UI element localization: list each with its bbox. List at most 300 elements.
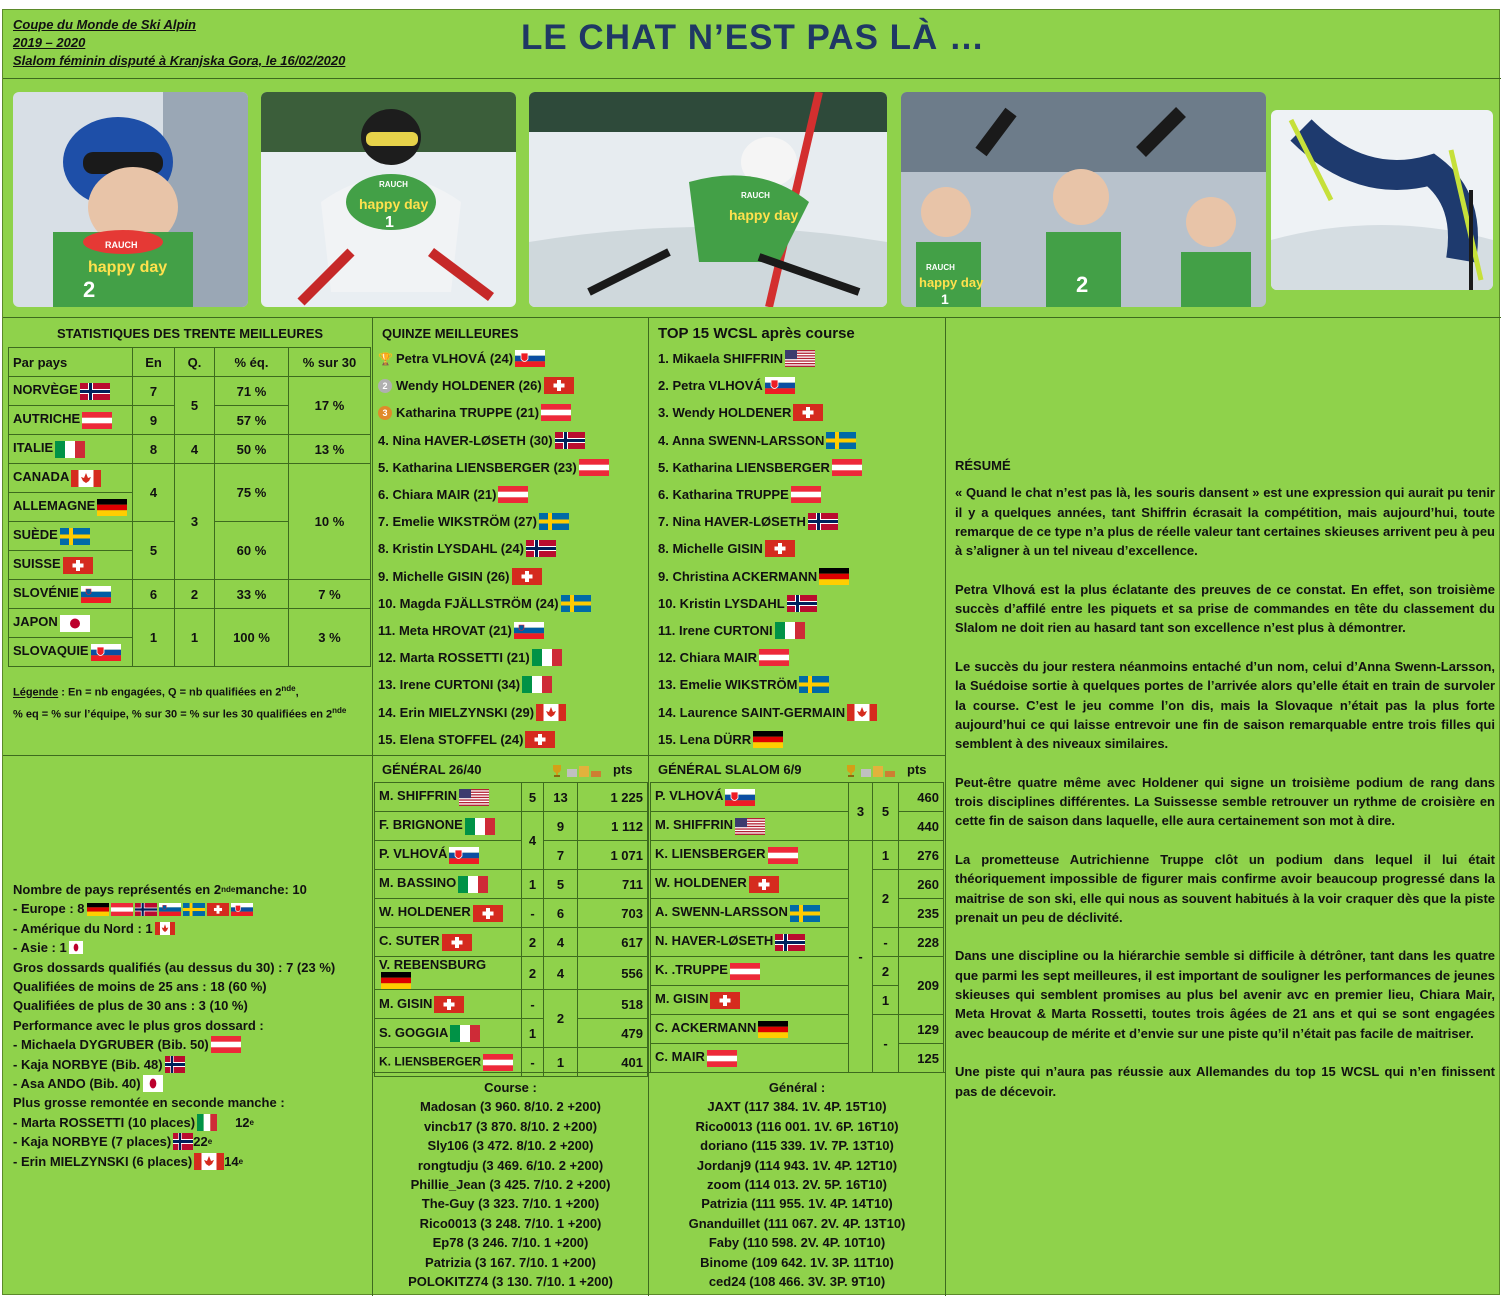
notes-row: Plus grosse remontée en seconde manche : [13,1095,285,1111]
list-item [658,399,877,426]
resume-paragraph: Peut-être quatre même avec Holdener qui signe un troisième podium de rang dans trois disciplines différentes. La Suissesse semble retrouver un rythme de croisière en cette fin de saison dans laquelle, elle aura certainement son mot à dire. [955,774,1495,829]
sweden-flag-icon [790,905,820,922]
b-cell: 2 [873,957,899,986]
switzerland-flag-icon [207,903,229,916]
en-cell: 1 [133,609,175,667]
b-cell: 2 [544,990,578,1048]
list-item [658,590,877,617]
en-cell: 6 [133,580,175,609]
header-line-2: 2019 – 2020 [13,35,86,50]
list-item [658,372,877,399]
trophy-icon [845,763,897,777]
notes-row [13,1132,335,1151]
country-cell [9,406,133,435]
eq-cell: 60 % [215,522,289,580]
list-item: Sly106 (3 472. 8/10. 2 +200) [427,1138,594,1154]
name-cell [651,928,849,957]
athlete-name: P. VLHOVÁ [379,846,448,862]
s30-cell: 3 % [289,609,371,667]
notes-text: - Europe : 8 [13,901,85,917]
list-item [658,726,877,753]
resume-paragraph: Petra Vlhová est la plus éclatante des preuves de ce constat. En effet, son troisième succès d’affilé entre les piquets et sa prise de commandes en tête du classement du Slalom ne doit rien au hasard tant son excellence n’est plus à démontrer. [955,581,1495,636]
table-row [651,957,944,986]
a-cell: - [522,990,544,1019]
name-cell [375,990,522,1019]
germany-flag-icon [97,499,127,516]
list-item-label: 7. Nina HAVER-LØSETH [658,514,806,530]
photo-4-bib-1: 1 [941,291,949,307]
list-item [658,698,877,725]
pts-cell: 125 [899,1044,944,1073]
list-item [658,481,877,508]
th-s30: % sur 30 [289,348,371,377]
q-cell: 4 [175,435,215,464]
list-item: JAXT (117 384. 1V. 4P. 15T10) [707,1099,887,1115]
list-item-label: 13. Emelie WIKSTRÖM [658,677,798,693]
s30-cell: 13 % [289,435,371,464]
b-cell: 1 [544,1048,578,1077]
list-item-label: 14. Laurence SAINT-GERMAIN [658,704,846,720]
list-item: POLOKITZ74 (3 130. 7/10. 1 +200) [408,1274,613,1290]
name-cell [375,1048,522,1077]
notes-sup: nde [221,885,236,894]
italy-flag-icon [55,441,85,458]
list-item [378,427,609,454]
country-name: SUISSE [13,556,61,572]
notes-sup: e [207,1137,213,1147]
notes-text: manche: 10 [235,882,307,897]
list-item [378,535,609,562]
norway-flag-icon [555,432,585,449]
country-name: SLOVÉNIE [13,585,79,601]
list-item-label: 7. Emelie WIKSTRÖM (27) [378,514,537,530]
norway-flag-icon [787,595,817,612]
slalom-title: GÉNÉRAL SLALOM 6/9 [658,762,802,777]
b-cell: 4 [544,928,578,957]
country-cell [9,522,133,551]
list-item: Madosan (3 960. 8/10. 2 +200) [419,1099,602,1115]
country-name: CANADA [13,469,70,485]
table-row [9,609,371,638]
list-item [658,644,877,671]
q-cell: 5 [175,377,215,435]
athlete-name: S. GOGGIA [379,1024,449,1040]
pts-cell: 401 [578,1048,648,1077]
b-cell: 2 [873,870,899,928]
th-country: Par pays [9,348,133,377]
switzerland-flag-icon [765,540,795,557]
list-item: Patrizia (3 167. 7/10. 1 +200) [425,1254,596,1270]
notes-sup: e [238,1156,244,1166]
list-item [378,481,609,508]
resume [955,456,1495,1120]
table-row [651,1015,944,1044]
sweden-flag-icon [799,676,829,693]
photo-crash [1271,110,1493,290]
slovakia-flag-icon [91,644,121,661]
list-item [658,508,877,535]
photo-vlhova [13,92,248,307]
gold-medal-icon: 🏆 [378,351,393,366]
athlete-name: A. SWENN-LARSSON [655,904,788,920]
resume-paragraph: Dans une discipline ou la hiérarchie semble si difficile à détrôner, tant dans les quatre que parmi les sept meilleures, il est important de souligner les performances de jeunes skieuses qui semblent promises au plus bel avenir avc en premier lieu, Chiara Mair, Meta Hrovat & Marta Rossetti, toutes trois âgées de 21 ans et qui se sont engagées avec beaucoup de mérite et d’envie sur une piste qu’il n’était pas facile de maitriser. [955,948,1495,1041]
athlete-name: M. GISIN [655,991,709,1007]
austria-flag-icon [791,486,821,503]
divider [3,755,945,756]
name-cell [651,783,849,812]
general-title: GÉNÉRAL 26/40 [382,762,482,777]
list-item-label: 5. Katharina LIENSBERGER [658,459,830,475]
name-cell [375,899,522,928]
table-row [9,580,371,609]
bronze-medal-icon: 3 [378,406,392,420]
b-cell: 5 [544,870,578,899]
list-item: Phillie_Jean (3 425. 7/10. 2 +200) [410,1177,611,1193]
top15-title: TOP 15 WCSL après course [658,325,855,342]
th-q: Q. [175,348,215,377]
trophy-icon [551,763,603,777]
italy-flag-icon [532,649,562,666]
quinze-list [378,345,609,753]
name-cell [375,841,522,870]
silver-medal-icon: 2 [378,379,392,393]
italy-flag-icon [458,876,488,893]
germany-flag-icon [87,903,109,916]
stats-legend [13,680,346,723]
table-row [651,1044,944,1073]
s30-cell: 10 % [289,464,371,580]
b-cell: 4 [544,957,578,990]
list-item [378,698,609,725]
list-item-label: 8. Kristin LYSDAHL (24) [378,541,524,557]
list-item-label: 12. Chiara MAIR [658,650,757,666]
legend-label: Légende [13,686,59,699]
a-cell: 4 [522,812,544,870]
notes-text: - Michaela DYGRUBER (Bib. 50) [13,1037,209,1053]
pts-cell: 711 [578,870,648,899]
legend-line-2: % eq = % sur l’équipe, % sur 30 = % sur les 30 qualifiées en 2 [13,708,333,721]
photo-podium [901,92,1266,307]
list-item-label: 11. Irene CURTONI [658,622,773,638]
photo-2-bib: 1 [385,214,394,231]
list-item-label: 2. Petra VLHOVÁ [658,378,763,394]
list-item: Jordanj9 (114 943. 1V. 4P. 12T10) [696,1157,898,1173]
italy-flag-icon [522,676,552,693]
table-row [9,348,371,377]
norway-flag-icon [775,934,805,951]
notes-sup: e [249,1117,254,1127]
austria-flag-icon [483,1054,513,1071]
b-cell: - [873,928,899,957]
austria-flag-icon [730,963,760,980]
photo-1-sponsor: RAUCH [105,240,138,250]
pts-cell: 479 [578,1019,648,1048]
pts-cell: 129 [899,1015,944,1044]
list-item [378,454,609,481]
page-title: LE CHAT N’EST PAS LÀ … [520,18,986,57]
switzerland-flag-icon [749,876,779,893]
b-cell: - [873,1015,899,1073]
table-row [375,841,648,870]
slalom-pts-label: pts [907,762,927,777]
list-item [658,671,877,698]
list-item-label: Katharina TRUPPE (21) [396,405,540,421]
table-row [651,899,944,928]
course-list [373,1078,648,1291]
notes-text: - Amérique du Nord : 1 [13,920,153,936]
norway-flag-icon [135,903,157,916]
b-cell: 7 [544,841,578,870]
pts-cell: 276 [899,841,944,870]
a-cell: 3 [849,783,873,841]
photo-4-bib-2: 2 [1076,272,1089,297]
name-cell [651,812,849,841]
name-cell [651,870,849,899]
slovakia-flag-icon [515,350,545,367]
table-row [375,870,648,899]
canada-flag-icon [71,470,101,487]
athlete-name: K. LIENSBERGER [655,846,766,862]
athlete-name: N. HAVER-LØSETH [655,933,774,949]
table-row [375,957,648,990]
photo-1-banner: happy day [88,259,168,276]
a-cell: - [522,1048,544,1077]
list-item-label: 12. Marta ROSSETTI (21) [378,650,530,666]
switzerland-flag-icon [525,731,555,748]
country-name: ALLEMAGNE [13,498,96,514]
notes-text: Nombre de pays représentés en 2 [13,882,222,897]
country-cell [9,377,133,406]
austria-flag-icon [579,459,609,476]
a-cell: - [849,841,873,1073]
country-cell [9,609,133,638]
legend-line-1: : En = nb engagées, Q = nb qualifiées en 2 [58,686,282,699]
table-row [375,783,648,812]
slalom-table [650,782,944,1073]
photo-truppe [529,92,887,307]
italy-flag-icon [197,1114,217,1131]
usa-flag-icon [735,818,765,835]
quinze-title: QUINZE MEILLEURES [382,326,519,341]
table-row [375,899,648,928]
a-cell: 2 [522,957,544,990]
switzerland-flag-icon [793,404,823,421]
list-item [658,345,877,372]
legend-sup: nde [281,684,296,693]
slovenia-flag-icon [159,903,181,916]
general-pts-label: pts [613,762,633,777]
japan-flag-icon [60,615,90,632]
table-row [651,812,944,841]
b-cell: 1 [873,841,899,870]
name-cell [651,1015,849,1044]
table-row [375,812,648,841]
austria-flag-icon [498,486,528,503]
name-cell [375,783,522,812]
top15-list [658,345,877,753]
name-cell [375,1019,522,1048]
table-row [9,464,371,493]
list-item-label: 10. Magda FJÄLLSTRÖM (24) [378,595,559,611]
athlete-name: K. .TRUPPE [655,962,728,978]
canada-flag-icon [155,922,175,935]
country-name: AUTRICHE [13,411,81,427]
germany-flag-icon [819,568,849,585]
header-info [13,16,345,70]
list-item: zoom (114 013. 2V. 5P. 16T10) [707,1177,887,1193]
pts-cell: 1 225 [578,783,648,812]
photo-2-banner: happy day [359,196,429,212]
notes-row [13,899,335,918]
notes-text: - Kaja NORBYE (Bib. 48) [13,1056,163,1072]
resume-paragraph: La prometteuse Autrichienne Truppe clôt un podium dans lequel il lui était théoriquement impossible de figurer mais confirme avoir beaucoup progressé dans la maitrise de son ski, elle qui nous as souvent habitués à la voir craquer dès que la piste prenait un peu de déclivité. [955,851,1495,925]
pts-cell: 703 [578,899,648,928]
eq-cell: 71 % [215,377,289,406]
list-item [378,345,609,372]
sweden-flag-icon [183,903,205,916]
table-row [375,1019,648,1048]
photo-4-banner: happy day [919,275,984,290]
photo-4-sponsor: RAUCH [926,263,955,272]
athlete-name: K. LIENSBERGER [379,1054,482,1069]
list-item [378,726,609,753]
list-title: Général : [768,1080,826,1095]
canada-flag-icon [194,1153,224,1170]
b-cell: 1 [873,986,899,1015]
country-name: JAPON [13,614,58,630]
country-name: ITALIE [13,440,54,456]
country-cell [9,580,133,609]
italy-flag-icon [465,818,495,835]
list-item-label: 10. Kristin LYSDAHL [658,595,785,611]
athlete-name: V. REBENSBURG [379,957,487,972]
list-item [658,617,877,644]
switzerland-flag-icon [442,934,472,951]
athlete-name: M. BASSINO [379,875,457,891]
resume-title: RÉSUMÉ [955,458,1011,473]
pts-cell: 228 [899,928,944,957]
pts-cell: 440 [899,812,944,841]
athlete-name: P. VLHOVÁ [655,788,724,804]
eq-cell: 50 % [215,435,289,464]
notes-row: Qualifiées de moins de 25 ans : 18 (60 %) [13,979,267,995]
slovenia-flag-icon [514,622,544,639]
list-item-label: 6. Katharina TRUPPE [658,487,789,503]
en-cell: 8 [133,435,175,464]
table-row [651,783,944,812]
usa-flag-icon [459,789,489,806]
country-cell [9,638,133,667]
divider [3,78,1501,79]
notes-text: - Kaja NORBYE (7 places) [13,1134,172,1150]
list-item [658,427,877,454]
table-row [651,870,944,899]
slovakia-flag-icon [725,789,755,806]
athlete-name: W. HOLDENER [655,875,747,891]
country-cell [9,493,133,522]
name-cell [651,1044,849,1073]
list-item-label: Wendy HOLDENER (26) [396,378,542,394]
header-line-3: Slalom féminin disputé à Kranjska Gora, le 16/02/2020 [13,53,346,68]
eq-cell: 33 % [215,580,289,609]
table-row [9,377,371,406]
pts-cell: 260 [899,870,944,899]
resume-paragraph: « Quand le chat n’est pas là, les souris dansent » est une expression qui aurait pu tenir il y a quelques années, tant Shiffrin écrasait la compétition, mais aujourd’hui, toute remarque de ce type n’a plus de réelle valeur tant certaines skieuses arrivent peu à peu à s’aligner à un tel niveau d’excellence. [955,485,1495,559]
list-item: Rico0013 (116 001. 1V. 6P. 16T10) [695,1118,899,1134]
notes-text: 14 [224,1153,239,1169]
sweden-flag-icon [60,528,90,545]
pts-cell: 617 [578,928,648,957]
notes-row [13,1035,335,1054]
list-item: Faby (110 598. 2V. 4P. 10T10) [708,1235,886,1251]
country-name: NORVÈGE [13,382,78,398]
notes-text: - Erin MIELZYNSKI (6 places) [13,1153,193,1169]
table-row [375,990,648,1019]
list-item-label: 11. Meta HROVAT (21) [378,622,512,638]
list-item [658,454,877,481]
list-item [378,399,609,426]
norway-flag-icon [173,1133,193,1150]
notes-row [13,919,335,938]
a-cell: 2 [522,928,544,957]
athlete-name: C. SUTER [379,933,440,949]
eq-cell: 75 % [215,464,289,522]
divider [945,317,946,1296]
list-item-label: 13. Irene CURTONI (34) [378,677,521,693]
resume-paragraph: Une piste qui n’aura pas réussie aux Allemandes du top 15 WCSL qui n’en finissent pas de décevoir. [955,1064,1495,1099]
list-item: rongtudju (3 469. 6/10. 2 +200) [417,1157,604,1173]
list-item: Patrizia (111 955. 1V. 4P. 14T10) [701,1196,893,1212]
list-item [378,671,609,698]
notes-row: Qualifiées de plus de 30 ans : 3 (10 %) [13,998,248,1014]
pts-cell: 1 112 [578,812,648,841]
sweden-flag-icon [561,595,591,612]
pts-cell: 235 [899,899,944,928]
notes-row: Gros dossards qualifiés (au dessus du 30) : 7 (23 %) [13,959,336,975]
list-item [658,563,877,590]
table-row [375,1048,648,1077]
a-cell: 1 [522,1019,544,1048]
legend-end: , [295,686,299,699]
list-item-label: 5. Katharina LIENSBERGER (23) [378,459,577,475]
list-item-label: 4. Anna SWENN-LARSSON [658,432,825,448]
list-item [378,644,609,671]
list-item [378,372,609,399]
austria-flag-icon [768,847,798,864]
pts-cell: 556 [578,957,648,990]
list-item-label: 15. Lena DÜRR [658,731,752,747]
photo-1-bib: 2 [83,277,96,302]
notes-row [13,1113,335,1132]
country-name: SLOVAQUIE [13,643,89,659]
athlete-name: C. MAIR [655,1049,705,1065]
list-item [378,590,609,617]
a-cell: 1 [522,870,544,899]
norway-flag-icon [808,513,838,530]
pts-cell: 1 071 [578,841,648,870]
list-item: vincb17 (3 870. 8/10. 2 +200) [423,1118,598,1134]
austria-flag-icon [541,404,571,421]
en-cell: 5 [133,522,175,580]
canada-flag-icon [847,704,877,721]
country-name: SUÈDE [13,527,58,543]
photo-3-banner: happy day [729,207,799,223]
notes-text: - Asa ANDO (Bib. 40) [13,1076,141,1092]
en-cell: 7 [133,377,175,406]
list-item-label: 9. Michelle GISIN (26) [378,568,510,584]
table-row [9,435,371,464]
slovakia-flag-icon [449,847,479,864]
